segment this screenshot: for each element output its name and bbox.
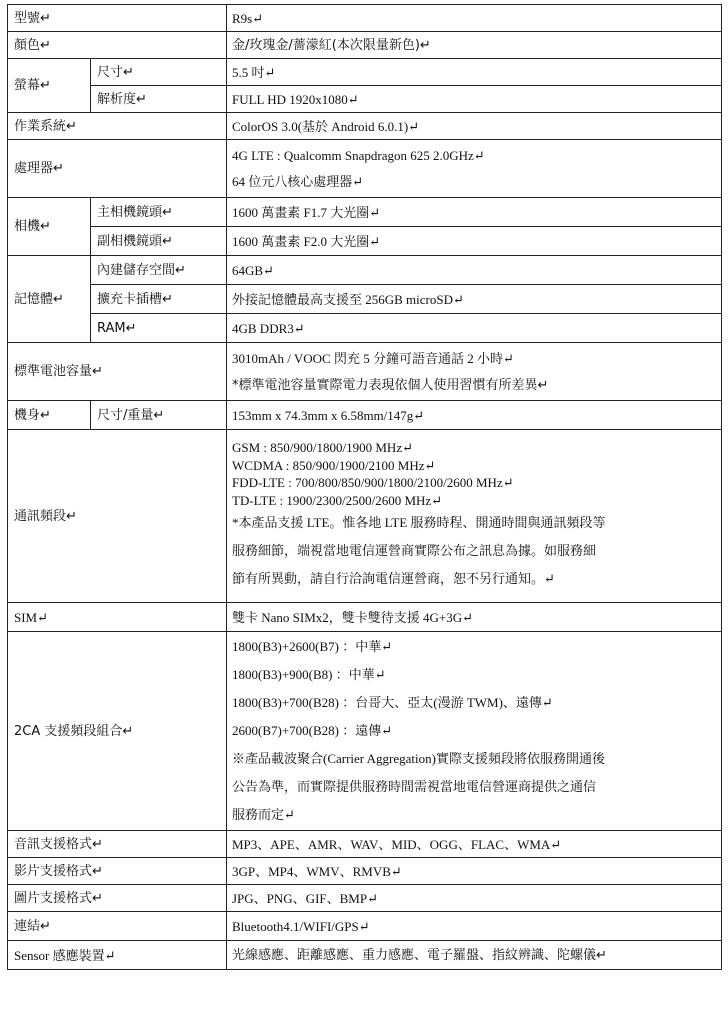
row-cpu <box>8 140 722 198</box>
label-body: 機身↵ <box>8 401 91 430</box>
value-camera-sub: 1600 萬畫素 F2.0 大光圈↵ <box>227 227 722 256</box>
label-camera: 相機↵ <box>8 198 91 256</box>
label-video: 影片支援格式↵ <box>8 858 227 885</box>
row-image <box>8 885 722 912</box>
band-fdd-lte: FDD-LTE : 700/800/850/900/1800/2100/2600 MHz↵ <box>232 475 514 490</box>
row-body <box>8 401 722 430</box>
band-td-lte: TD-LTE : 1900/2300/2500/2600 MHz↵ <box>232 492 443 508</box>
value-os: ColorOS 3.0(基於 Android 6.0.1)↵ <box>227 113 722 140</box>
row-ca <box>8 632 722 831</box>
value-sensor: 光線感應、距離感應、重力感應、電子羅盤、指紋辨識、陀螺儀↵ <box>227 941 722 970</box>
label-ca: 2CA 支援頻段組合↵ <box>8 632 227 831</box>
ca-note-1: ※產品載波聚合(Carrier Aggregation)實際支援頻段將依服務開通後 <box>232 751 605 766</box>
label-memory-storage: 內建儲存空間↵ <box>91 256 227 285</box>
value-body: 153mm x 74.3mm x 6.58mm/147g↵ <box>227 401 722 430</box>
band-wcdma: WCDMA : 850/900/1900/2100 MHz↵ <box>232 457 436 473</box>
row-video <box>8 858 722 885</box>
network-note-1: *本產品支援 LTE。惟各地 LTE 服務時程、開通時間與通訊頻段等 <box>232 515 606 530</box>
label-camera-sub: 副相機鏡頭↵ <box>91 227 227 256</box>
cpu-line-2: 64 位元八核心處理器↵ <box>232 173 364 189</box>
ca-combo-1: 1800(B3)+2600(B7) ：中華↵ <box>232 639 393 654</box>
value-memory-slot: 外接記憶體最高支援至 256GB microSD↵ <box>227 285 722 314</box>
row-memory-storage <box>8 256 722 285</box>
value-image: JPG、PNG、GIF、BMP↵ <box>227 885 722 912</box>
value-memory-ram: 4GB DDR3↵ <box>227 314 722 343</box>
label-memory: 記憶體↵ <box>8 256 91 343</box>
label-screen-size: 尺寸↵ <box>91 59 227 86</box>
label-sensor: Sensor 感應裝置↵ <box>8 941 227 970</box>
row-camera-main <box>8 198 722 227</box>
label-screen: 螢幕↵ <box>8 59 91 113</box>
row-connect <box>8 912 722 941</box>
row-os <box>8 113 722 140</box>
label-network: 通訊頻段↵ <box>8 430 227 603</box>
label-connect: 連結↵ <box>8 912 227 941</box>
network-note-3: 節有所異動，請自行洽詢電信運營商，恕不另行通知。↵ <box>232 571 555 586</box>
label-image: 圖片支援格式↵ <box>8 885 227 912</box>
label-os: 作業系統↵ <box>8 113 227 140</box>
row-screen-size <box>8 59 722 86</box>
row-memory-ram <box>8 314 722 343</box>
value-connect: Bluetooth4.1/WIFI/GPS↵ <box>227 912 722 941</box>
value-memory-storage: 64GB↵ <box>227 256 722 285</box>
row-camera-sub <box>8 227 722 256</box>
value-sim: 雙卡 Nano SIMx2，雙卡雙待支援 4G+3G↵ <box>227 603 722 632</box>
value-ca <box>227 632 722 831</box>
value-battery <box>227 343 722 401</box>
value-audio: MP3、APE、AMR、WAV、MID、OGG、FLAC、WMA↵ <box>227 831 722 858</box>
row-sensor <box>8 941 722 970</box>
row-color <box>8 32 722 59</box>
row-battery <box>8 343 722 401</box>
ca-note-3: 服務而定↵ <box>232 807 295 822</box>
row-screen-res <box>8 86 722 113</box>
label-camera-main: 主相機鏡頭↵ <box>91 198 227 227</box>
value-color: 金/玫瑰金/薔濛紅(本次限量新色)↵ <box>227 32 722 59</box>
value-camera-main: 1600 萬畫素 F1.7 大光圈↵ <box>227 198 722 227</box>
label-body-size: 尺寸/重量↵ <box>91 401 227 430</box>
label-memory-ram: RAM↵ <box>91 314 227 343</box>
value-video: 3GP、MP4、WMV、RMVB↵ <box>227 858 722 885</box>
value-screen-res: FULL HD 1920x1080↵ <box>227 86 722 113</box>
ca-combo-3: 1800(B3)+700(B28) ：台哥大、亞太(漫游 TWM)、遠傳↵ <box>232 695 553 710</box>
ca-note-2: 公告為準，而實際提供服務時間需視當地電信營運商提供之通信 <box>232 779 597 794</box>
row-memory-slot <box>8 285 722 314</box>
label-model: 型號↵ <box>8 5 227 32</box>
row-audio <box>8 831 722 858</box>
label-battery: 標準電池容量↵ <box>8 343 227 401</box>
spec-table <box>7 4 722 970</box>
band-gsm: GSM : 850/900/1800/1900 MHz↵ <box>232 440 413 455</box>
label-color: 顏色↵ <box>8 32 227 59</box>
value-screen-size: 5.5 吋↵ <box>227 59 722 86</box>
label-screen-res: 解析度↵ <box>91 86 227 113</box>
row-model <box>8 5 722 32</box>
value-cpu <box>227 140 722 198</box>
row-network <box>8 430 722 603</box>
label-sim: SIM↵ <box>8 603 227 632</box>
value-model: R9s↵ <box>227 5 722 32</box>
battery-line-2: *標準電池容量實際電力表現依個人使用習慣有所差異↵ <box>232 377 549 393</box>
cpu-line-1: 4G LTE : Qualcomm Snapdragon 625 2.0GHz↵ <box>232 147 485 163</box>
row-sim <box>8 603 722 632</box>
label-memory-slot: 擴充卡插槽↵ <box>91 285 227 314</box>
network-note-2: 服務細節，端視當地電信運營商實際公布之訊息為據。如服務細 <box>232 543 597 558</box>
battery-line-1: 3010mAh / VOOC 閃充 5 分鐘可語音通話 2 小時↵ <box>232 350 514 366</box>
label-audio: 音訊支援格式↵ <box>8 831 227 858</box>
value-network <box>227 430 722 603</box>
label-cpu: 處理器↵ <box>8 140 227 198</box>
ca-combo-4: 2600(B7)+700(B28) ：遠傳↵ <box>232 723 393 738</box>
ca-combo-2: 1800(B3)+900(B8) ：中華↵ <box>232 667 386 682</box>
